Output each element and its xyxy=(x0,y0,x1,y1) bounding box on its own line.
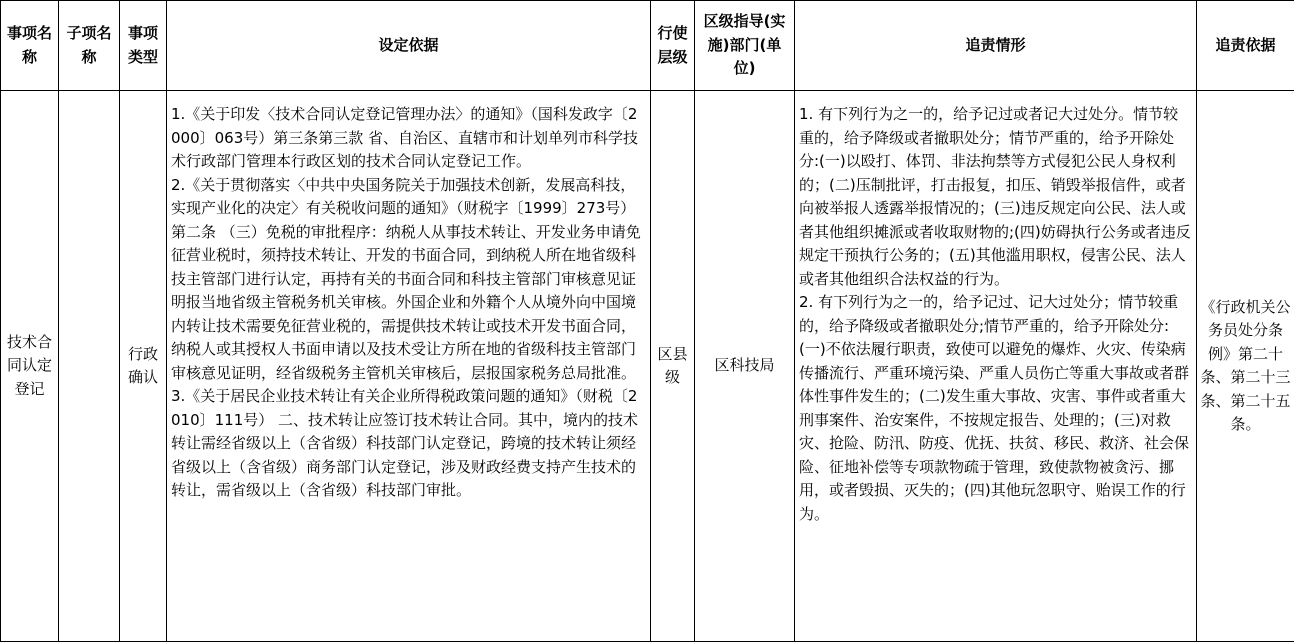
header-level: 行使层级 xyxy=(651,1,695,91)
header-row xyxy=(1,1,1294,91)
accountability-paragraph: 2. 有下列行为之一的，给予记过、记大过处分；情节较重的，给予降级或者撤职处分;情节严重的，给予开除处分:(一)不依法履行职责，致使可以避免的爆炸、火灾、传染病传播流行、严重环境污染、严重人员伤亡等重大事故或者群体性事件发生的；(二)发生重大事故、灾害、事件或者重大刑事案件、治安案件，不按规定报告、处理的；(三)对救灾、抢险、防汛、防疫、优抚、扶贫、移民、救济、社会保险、征地补偿等专项款物疏于管理，致使款物被贪污、挪用，或者毁损、灭失的；(四)其他玩忽职守、贻误工作的行为。 xyxy=(799,293,1190,523)
header-accountability: 追责情形 xyxy=(795,1,1197,91)
header-accountability-basis: 追责依据 xyxy=(1197,1,1294,91)
header-department: 区级指导(实施)部门(单位) xyxy=(695,1,795,91)
basis-paragraph: 1.《关于印发〈技术合同认定登记管理办法〉的通知》（国科发政字〔2000〕063号）第三条第三款 省、自治区、直辖市和计划单列市科学技术行政部门管理本行政区划的技术合同认定登记工作。 xyxy=(171,105,639,170)
header-sub-item-name: 子项名称 xyxy=(59,1,120,91)
cell-department: 区科技局 xyxy=(695,91,795,642)
cell-accountability xyxy=(795,91,1197,642)
cell-basis xyxy=(167,91,651,642)
cell-item-name: 技术合同认定登记 xyxy=(1,91,59,642)
basis-paragraph: 2.《关于贯彻落实〈中共中央国务院关于加强技术创新，发展高科技，实现产业化的决定〉有关税收问题的通知》（财税字〔1999〕273号）第二条 （三）免税的审批程序：纳税人从事技术转让、开发业务申请免征营业税时，须持技术转让、开发的书面合同，到纳税人所在地省级科技主管部门进行认定，再持有关的书面合同和科技主管部门审核意见证明报当地省级主管税务机关审核。外国企业和外籍个人从境外向中国境内转让技术需要免征营业税的，需提供技术转让或技术开发书面合同，纳税人或其授权人书面申请以及技术受让方所在地的省级科技主管部门审核意见证明，经省级税务主管机关审核后，层报国家税务总局批准。 xyxy=(171,175,641,382)
cell-level: 区县级 xyxy=(651,91,695,642)
table-row xyxy=(1,91,1294,642)
cell-sub-item-name xyxy=(59,91,120,642)
header-item-name: 事项名称 xyxy=(1,1,59,91)
basis-paragraph: 3.《关于居民企业技术转让有关企业所得税政策问题的通知》（财税〔2010〕111号） 二、技术转让应签订技术转让合同。其中，境内的技术转让需经省级以上（含省级）科技部门认定登记，跨境的技术转让须经省级以上（含省级）商务部门认定登记，涉及财政经费支持产生技术的转让，需省级以上（含省级）科技部门审批。 xyxy=(171,387,639,499)
accountability-paragraph: 1. 有下列行为之一的，给予记过或者记大过处分。情节较重的，给予降级或者撤职处分；情节严重的，给予开除处分:(一)以殴打、体罚、非法拘禁等方式侵犯公民人身权利的；(二)压制批评，打击报复，扣压、销毁举报信件，或者向被举报人透露举报情况的；(三)违反规定向公民、法人或者其他组织摊派或者收取财物的;(四)妨碍执行公务或者违反规定干预执行公务的；(五)其他滥用职权，侵害公民、法人或者其他组织合法权益的行为。 xyxy=(799,105,1191,288)
cell-item-type: 行政确认 xyxy=(120,91,167,642)
cell-accountability-basis: 《行政机关公务员处分条例》第二十条、第二十三条、第二十五条。 xyxy=(1197,91,1294,642)
header-item-type: 事项类型 xyxy=(120,1,167,91)
header-basis: 设定依据 xyxy=(167,1,651,91)
